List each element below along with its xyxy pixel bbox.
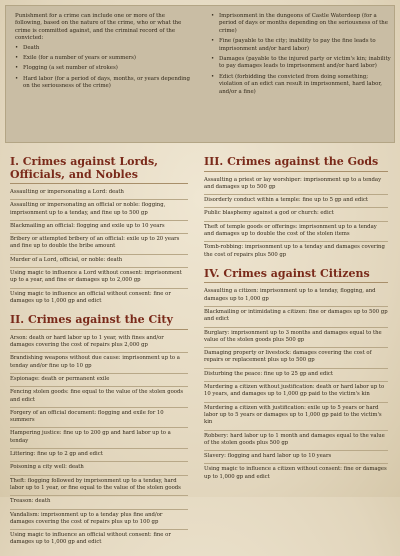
section-city (10, 314, 188, 549)
section-gods (204, 156, 388, 262)
right-column (204, 156, 388, 490)
crime-rule: Poisoning a city well: death (10, 462, 188, 475)
punishment-left-column (15, 13, 193, 94)
punishment-item: • Death (15, 45, 193, 52)
crime-rule: Assaulting a citizen: imprisonment up to a tenday, flogging, and damages up to 1,000 gp (204, 286, 388, 307)
section-lords (10, 156, 188, 308)
crime-rule: Using magic to influence an official without consent: fine or damages up to 1,000 gp and edict (10, 290, 171, 304)
punishment-item: • Hard labor (for a period of days, months, or years depending on the seriousness of the crime) (15, 76, 193, 91)
crime-rule: Hampering justice: fine up to 200 gp and hard labor up to a tenday (10, 428, 188, 449)
intro-paragraph: Punishment for a crime can include one or more of the following, based on the nature of the crime, who or what the crime is committed against, and the criminal record of the convicted: (15, 13, 182, 42)
section-title: II. Crimes against the City (10, 314, 188, 330)
crime-rule: Tomb-robbing: imprisonment up to a tenday and damages covering the cost of repairs plus 500 gp (204, 244, 385, 258)
crime-rule: Forgery of an official document: flogging and exile for 10 summers (10, 408, 188, 429)
crime-rule: Treason: death (10, 496, 188, 509)
crime-rule: Slavery: flogging and hard labor up to 10 years (204, 451, 388, 464)
crime-rule: Assaulting a priest or lay worshiper: imprisonment up to a tenday and damages up to 500 gp (204, 175, 388, 196)
crime-rule: Theft: flogging followed by imprisonment up to a tenday, hard labor up to 1 year, or fine equal to the value of the stolen goods (10, 476, 188, 497)
crime-rule: Espionage: death or permanent exile (10, 374, 188, 387)
crime-rule: Arson: death or hard labor up to 1 year, with fines and/or damages covering the cost of repairs plus 2,000 gp (10, 333, 188, 354)
punishment-item: • Exile (for a number of years or summers) (15, 55, 193, 62)
crime-rule: Public blasphemy against a god or church: edict (204, 208, 388, 221)
punishment-item: • Edict (forbidding the convicted from doing something; violation of an edict can result in imprisonment, hard labor, and/or a fine) (211, 74, 393, 96)
punishment-item: • Imprisonment in the dungeons of Castle Waterdeep (for a period of days or months depending on the seriousness of the crime) (211, 13, 393, 35)
crime-rule: Assaulting or impersonating an official or noble: flogging, imprisonment up to a tenday, and fine up to 500 gp (10, 200, 188, 221)
crime-rule: Blackmailing or intimidating a citizen: fine or damages up to 500 gp and edict (204, 307, 388, 328)
crime-rule: Using magic to influence a Lord without consent: imprisonment up to a year, and fine or damages up to 2,000 gp (10, 268, 188, 289)
crime-rule: Vandalism: imprisonment up to a tenday plus fine and/or damages covering the cost of repairs plus up to 100 gp (10, 510, 188, 531)
punishment-right-column (211, 13, 393, 99)
section-title: I. Crimes against Lords, Officials, and Nobles (10, 156, 188, 184)
crime-rule: Assaulting or impersonating a Lord: death (10, 187, 188, 200)
crime-rule: Murdering a citizen without justification: death or hard labor up to 10 years, and damages up to 1,000 gp paid to the victim's kin (204, 382, 388, 403)
section-title: III. Crimes against the Gods (204, 156, 388, 172)
punishment-box (5, 5, 395, 143)
punishment-list-right (211, 13, 393, 96)
crime-rule: Using magic to influence an official without consent: fine or damages up to 1,000 gp and edict (10, 532, 171, 546)
crime-rule: Theft of temple goods or offerings: imprisonment up to a tenday and damages up to double the cost of the stolen items (204, 222, 388, 243)
crime-rule: Murdering a citizen with justification: exile up to 5 years or hard labor up to 5 years or damages up to 1,000 gp paid to the victim's kin (204, 403, 388, 431)
crime-rule: Robbery: hard labor up to 1 month and damages equal to the value of the stolen goods plus 500 gp (204, 431, 388, 452)
punishment-list-left (15, 45, 193, 91)
punishment-item: • Fine (payable to the city; inability to pay the fine leads to imprisonment and/or hard labor) (211, 38, 393, 53)
section-title: IV. Crimes against Citizens (204, 268, 388, 284)
crime-rule: Damaging property or livestock: damages covering the cost of repairs or replacement plus up to 500 gp (204, 348, 388, 369)
punishment-item: • Flogging (a set number of strokes) (15, 65, 193, 72)
section-citizens (204, 268, 388, 484)
crime-rule: Fencing stolen goods: fine equal to the value of the stolen goods and edict (10, 387, 188, 408)
crime-rule: Littering: fine up to 2 gp and edict (10, 449, 188, 462)
crime-rule: Burglary: imprisonment up to 3 months and damages equal to the value of the stolen goods plus 500 gp (204, 328, 388, 349)
punishment-item: • Damages (payable to the injured party or victim's kin; inability to pay damages leads to imprisonment and/or hard labor) (211, 56, 393, 71)
crime-rule: Murder of a Lord, official, or noble: death (10, 255, 188, 268)
crime-rule: Disorderly conduct within a temple: fine up to 5 gp and edict (204, 195, 388, 208)
crime-rule: Disturbing the peace: fine up to 25 gp and edict (204, 369, 388, 382)
crime-rule: Bribery or attempted bribery of an official: exile up to 20 years and fine up to double the bribe amount (10, 234, 188, 255)
crime-rule: Blackmailing an official: flogging and exile up to 10 years (10, 221, 188, 234)
crime-rule: Using magic to influence a citizen without consent: fine or damages up to 1,000 gp and edict (204, 466, 387, 480)
crime-rule: Brandishing weapons without due cause: imprisonment up to a tenday and/or fine up to 10 gp (10, 353, 188, 374)
left-column (10, 156, 188, 556)
